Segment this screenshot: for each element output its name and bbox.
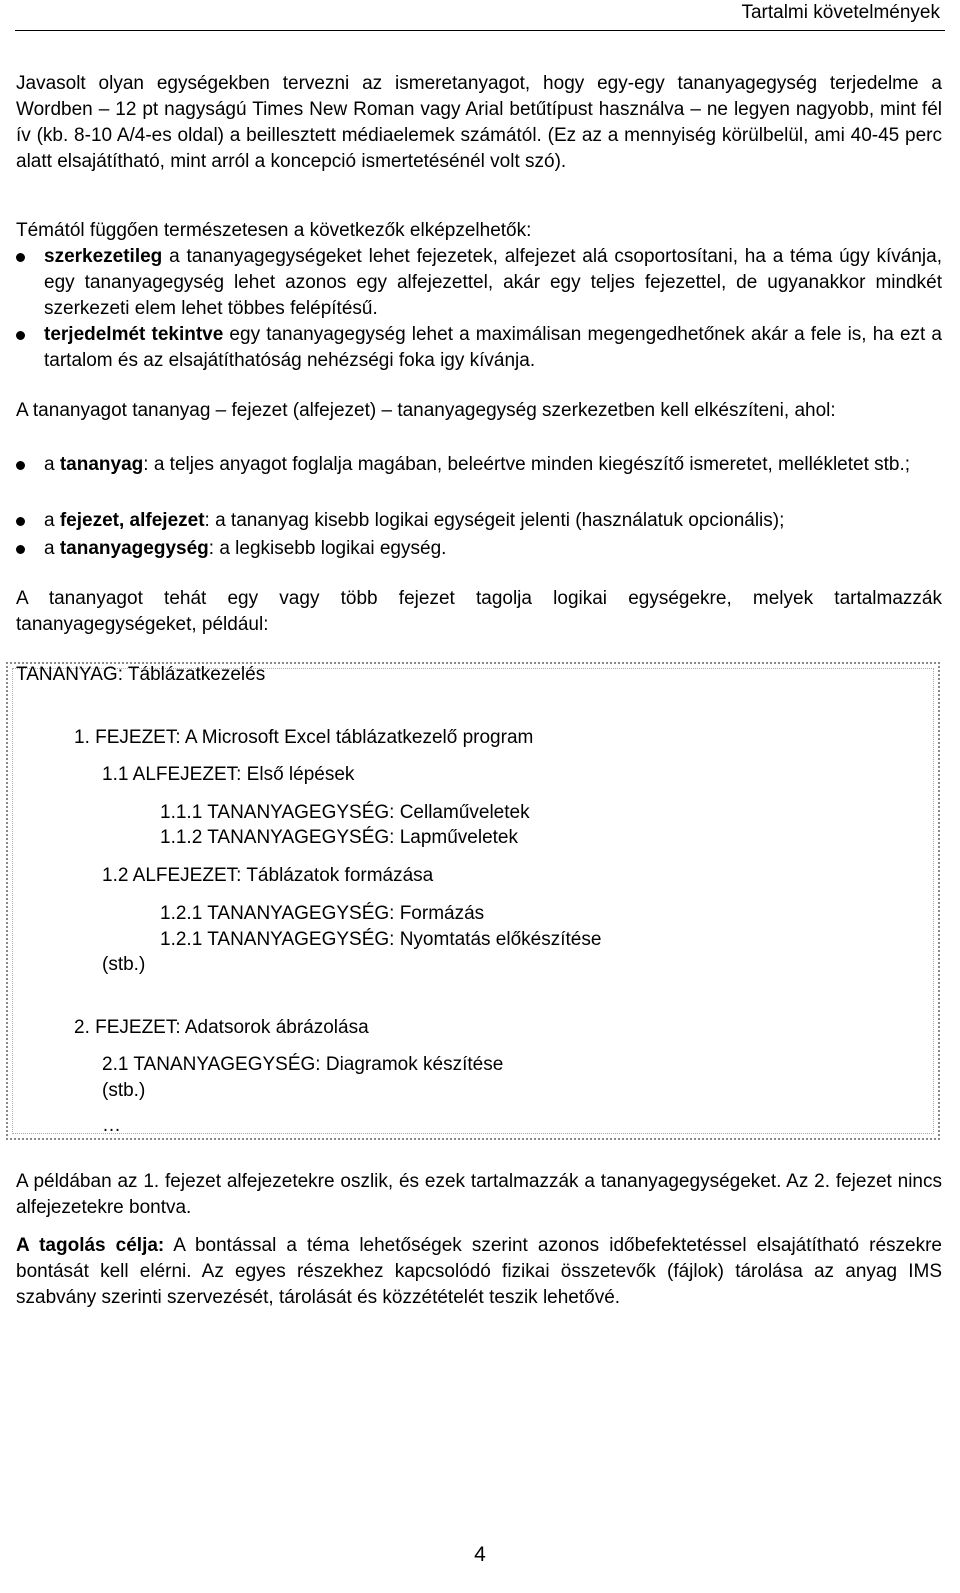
bullet-dot [16,331,25,340]
bullet-dot [16,517,25,526]
bullet-dot [16,545,25,554]
paragraph-5: A példában az 1. fejezet alfejezetekre oszlik, és ezek tartalmazzák a tananyagegységeket. Az 2. fejezet nincs alfejezetekre bontva. [16,1171,942,1218]
bullet-bold: tananyagegység [59,538,209,559]
example-etc-1: (stb.) [102,954,146,975]
bullet-rest: a tananyagegységeket lehet fejezetek, alfejezet alá csoportosítani, ha a téma úgy kívánja, egy tananyagegység lehet azonos egy alfejezettel, akár egy teljes fejezettel, de ugyanakkor mindkét szerkezeti elem lehet többes felépítésű. [44,246,942,319]
example-unit-2-1: 2.1 TANANYAGEGYSÉG: Diagramok készítése [102,1054,504,1075]
example-unit-1-2-1b: 1.2.1 TANANYAGEGYSÉG: Nyomtatás előkészítése [160,929,602,950]
bullet-prefix: a [44,538,60,559]
bullet-text [44,244,942,322]
bullet-dot [16,253,25,262]
bullet-text [44,452,942,478]
example-ellipsis: … [102,1115,121,1136]
bullet-text [44,508,942,534]
bullet-prefix: a [44,454,60,475]
example-unit-1-2-1: 1.2.1 TANANYAGEGYSÉG: Formázás [160,903,485,924]
bullet-prefix: a [44,510,60,531]
example-unit-1-1-1: 1.1.1 TANANYAGEGYSÉG: Cellaműveletek [160,802,530,823]
bullet-item [16,244,942,322]
paragraph-4: A tananyagot tehát egy vagy több fejezet tagolja logikai egységekre, melyek tartalmazzák tananyagegységeket, például: [16,588,942,635]
paragraph-3: A tananyagot tananyag – fejezet (alfejezet) – tananyagegység szerkezetben kell elkészíteni, ahol: [16,400,836,421]
bullet-item [16,322,942,374]
bullet-rest: : a tananyag kisebb logikai egységeit jelenti (használatuk opcionális); [204,510,785,531]
bullet-text [44,536,942,562]
example-subchapter-1-1: 1.1 ALFEJEZET: Első lépések [102,764,355,785]
bullet-bold: tananyag [59,454,144,475]
bullet-item [16,536,942,562]
bullet-item [16,452,942,504]
bullet-dot [16,461,25,470]
paragraph-6-text: A bontással a téma lehetőségek szerint azonos időbefektetéssel elsajátítható részekre bontását kell elérni. Az egyes részekhez kapcsolódó fizikai összetevők (fájlok) tárolása az anyag IMS szabvány szerinti szervezését, tárolását és közzétételét teszik lehetővé. [16,1235,942,1308]
header-rule [15,30,945,31]
example-unit-1-1-2: 1.1.2 TANANYAGEGYSÉG: Lapműveletek [160,827,518,848]
paragraph-6-bold: A tagolás célja: [16,1235,165,1256]
bullet-item [16,508,942,534]
bullet-rest: : a teljes anyagot foglalja magában, beleértve minden kiegészítő ismeretet, mellékletet stb.; [143,454,911,475]
example-chapter-2: 2. FEJEZET: Adatsorok ábrázolása [74,1017,369,1038]
paragraph-1: Javasolt olyan egységekben tervezni az ismeretanyagot, hogy egy-egy tananyagegység terjedelme a Wordben – 12 pt nagyságú Times New Roman vagy Arial betűtípust használva – ne legyen nagyobb, mint fél ív (kb. 8-10 A/4-es oldal) a beillesztett médiaelemek számától. (Ez az a mennyiség körülbelül, ami 40-45 perc alatt elsajátítható, mint arról a koncepció ismertetésénél volt szó). [16,73,942,172]
example-subchapter-1-2: 1.2 ALFEJEZET: Táblázatok formázása [102,865,434,886]
page-number: 4 [474,1543,486,1566]
paragraph-6 [16,1233,942,1311]
example-etc-2: (stb.) [102,1080,146,1101]
bullet-bold: szerkezetileg [44,246,163,267]
bullet-text [44,322,942,374]
page-header [0,0,960,34]
bullet-bold: fejezet, alfejezet [59,510,205,531]
bullet-rest: egy tananyagegység lehet a maximálisan megengedhetőnek akár a fele is, ha ezt a tartalom és az elsajátíthatóság nehézségi foka igy kívánja. [44,324,942,371]
header-title: Tartalmi követelmények [741,2,940,23]
bullet-rest: : a legkisebb logikai egység. [208,538,447,559]
paragraph-intro-2: Témától függően természetesen a következők elképzelhetők: [16,220,532,241]
bullet-bold: terjedelmét tekintve [44,324,224,345]
example-title: TANANYAG: Táblázatkezelés [16,664,266,685]
example-chapter-1: 1. FEJEZET: A Microsoft Excel táblázatkezelő program [74,727,534,748]
